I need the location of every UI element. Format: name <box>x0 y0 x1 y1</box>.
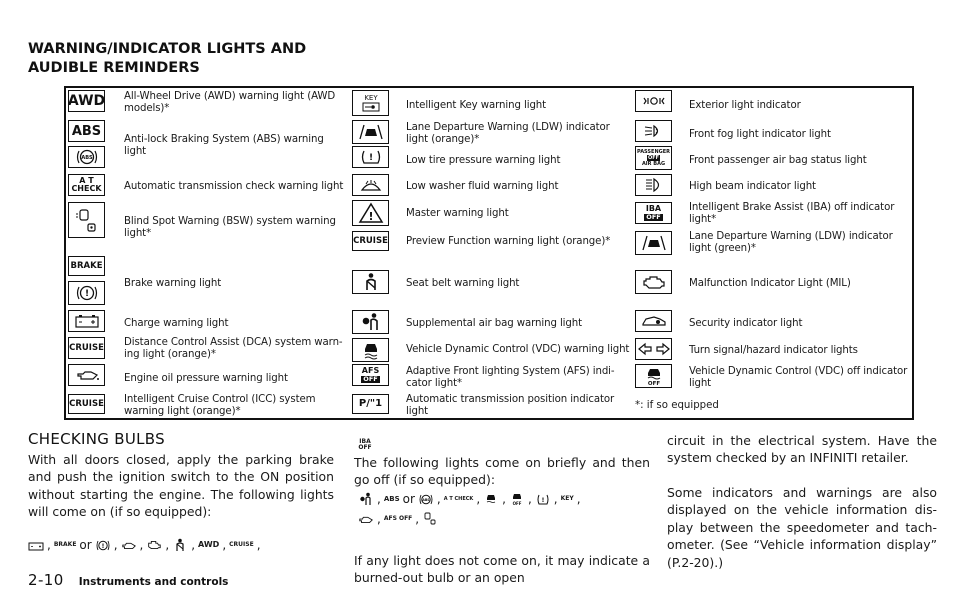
checking-bulbs-para-3: If any light does not come on, it may indicate a burned-out bulb or an open <box>354 553 650 586</box>
at-check-icon: A T CHECK <box>443 496 474 502</box>
checking-bulbs-para-1: With all doors closed, apply the parking brake and push the ignition switch to the ON position without starting the engine. The following lights will come on (if so equipped): <box>28 452 334 520</box>
at-check-icon: A T CHECK <box>68 174 105 196</box>
afs-off-icon: AFS OFF <box>352 364 389 386</box>
table-column-1 <box>66 88 350 418</box>
at-position-icon: P/"1 <box>352 394 389 414</box>
or-label: or <box>402 492 415 506</box>
abs-circle-icon <box>68 146 105 168</box>
front-fog-desc: Front fog light indicator light <box>689 129 831 140</box>
high-beam-desc: High beam indicator light <box>689 181 816 192</box>
svg-text:!: ! <box>541 496 545 504</box>
page-footer <box>28 570 228 589</box>
footnote: *: if so equipped <box>635 400 719 411</box>
seat-belt-icon <box>172 538 188 552</box>
exterior-light-icon <box>635 90 672 112</box>
tire-pressure-desc: Low tire pressure warning light <box>406 155 561 166</box>
table-column-2 <box>350 88 633 418</box>
vdc-off-icon <box>509 492 525 506</box>
bsw-icon <box>422 512 438 526</box>
dca-warning-desc: Distance Control Assist (DCA) system warn- ing light (orange)* <box>124 337 343 360</box>
security-icon <box>635 310 672 332</box>
ldw-orange-desc: Lane Departure Warning (LDW) indicator light (orange)* <box>406 122 610 145</box>
turn-signal-icon <box>635 338 672 360</box>
icon-row-2: , ABS or ABS , A T CHECK , , OFF , ! , KEY , <box>358 492 582 506</box>
cruise-icon: CRUISE <box>68 394 105 414</box>
checking-bulbs-title: CHECKING BULBS <box>28 430 165 448</box>
tire-pressure-icon <box>352 146 389 168</box>
battery-icon <box>68 310 105 332</box>
cruise-icon: CRUISE <box>68 337 105 359</box>
oil-can-icon <box>121 538 137 552</box>
awd-icon: AWD <box>198 540 220 549</box>
air-bag-icon <box>358 492 374 506</box>
afs-off-icon: AFS OFF <box>383 515 413 522</box>
lane-departure-icon <box>635 231 672 255</box>
mil-icon <box>635 270 672 294</box>
bsw-icon <box>68 202 105 238</box>
air-bag-icon <box>352 310 389 334</box>
cruise-icon: CRUISE <box>229 541 254 548</box>
passenger-airbag-icon: PASSENGER OFF AIR BAG <box>635 146 672 170</box>
washer-icon <box>352 174 389 196</box>
preview-function-desc: Preview Function warning light (orange)* <box>406 236 611 247</box>
bsw-desc: Blind Spot Warning (BSW) system warning light* <box>124 216 336 239</box>
exterior-light-desc: Exterior light indicator <box>689 100 801 111</box>
header-line-1: WARNING/INDICATOR LIGHTS AND <box>28 41 307 57</box>
brake-warning-desc: Brake warning light <box>124 278 222 289</box>
mil-desc: Malfunction Indicator Light (MIL) <box>689 278 851 289</box>
passenger-airbag-desc: Front passenger air bag status light <box>689 155 867 166</box>
at-check-desc: Automatic transmission check warning light <box>124 181 344 192</box>
svg-text:OFF: OFF <box>512 501 522 506</box>
or-label: or <box>79 538 92 552</box>
awd-icon: AWD <box>68 90 105 112</box>
air-bag-desc: Supplemental air bag warning light <box>406 318 583 329</box>
key-icon <box>352 90 389 116</box>
iba-off-icon: IBA OFF <box>635 202 672 224</box>
checking-bulbs-para-2: The following lights come on briefly and then go off (if so equipped): <box>354 455 650 488</box>
key-icon: KEY <box>560 495 574 502</box>
cruise-icon: CRUISE <box>352 231 389 251</box>
svg-text:!: ! <box>368 153 373 163</box>
turn-signal-desc: Turn signal/hazard indicator lights <box>689 345 858 356</box>
checking-bulbs-para-4: circuit in the electrical system. Have the system checked by an INFINITI retailer. <box>667 433 937 466</box>
afs-indicator-desc: Adaptive Front lighting System (AFS) indi- cator light* <box>406 366 615 389</box>
icon-row-1: , BRAKE or ! , , , , AWD , CRUISE , <box>28 538 262 552</box>
abs-icon: ABS <box>383 495 400 503</box>
ldw-green-desc: Lane Departure Warning (LDW) indicator light (green)* <box>689 231 893 254</box>
warning-lights-table <box>64 86 914 420</box>
checking-bulbs-para-5: Some indicators and warnings are also displayed on the vehicle information dis- play between the speedometer and tach- ometer. (See “Vehicle information display” (P.2-20).) <box>667 485 937 570</box>
abs-warning-desc: Anti-lock Braking System (ABS) warning light <box>124 134 324 157</box>
tire-pressure-icon <box>535 492 551 506</box>
page-number: 2-10 <box>28 571 64 589</box>
svg-text:!: ! <box>84 289 89 299</box>
abs-circle-icon <box>418 492 434 506</box>
svg-text:!: ! <box>367 210 374 223</box>
iba-off-icon: IBA OFF <box>358 438 372 451</box>
icon-row-3: , AFS OFF , <box>358 512 438 526</box>
charge-warning-desc: Charge warning light <box>124 318 229 329</box>
seat-belt-desc: Seat belt warning light <box>406 278 520 289</box>
brake-circle-icon <box>95 538 111 552</box>
svg-text:!: ! <box>101 542 105 550</box>
abs-icon: ABS <box>68 120 105 142</box>
vdc-warning-desc: Vehicle Dynamic Control (VDC) warning light <box>406 344 630 355</box>
page-header <box>28 40 428 78</box>
front-fog-icon <box>635 120 672 142</box>
vdc-off-desc: Vehicle Dynamic Control (VDC) off indicator light <box>689 366 908 389</box>
vdc-off-icon <box>635 364 672 388</box>
at-position-desc: Automatic transmission position indicator light <box>406 394 615 417</box>
brake-circle-icon <box>68 281 105 305</box>
svg-text:KEY: KEY <box>363 94 378 102</box>
brake-text-icon: BRAKE <box>68 256 105 276</box>
vdc-icon <box>483 492 499 506</box>
icc-warning-desc: Intelligent Cruise Control (ICC) system warning light (orange)* <box>124 394 316 417</box>
awd-warning-desc: All-Wheel Drive (AWD) warning light (AWD models)* <box>124 91 336 114</box>
oil-can-icon <box>68 364 105 386</box>
header-line-2: AUDIBLE REMINDERS <box>28 60 200 76</box>
security-desc: Security indicator light <box>689 318 803 329</box>
iba-off-desc: Intelligent Brake Assist (IBA) off indicator light* <box>689 202 895 225</box>
table-column-3 <box>633 88 912 418</box>
high-beam-icon <box>635 174 672 196</box>
svg-text:ABS: ABS <box>422 497 430 502</box>
section-title: Instruments and controls <box>78 576 229 588</box>
battery-icon <box>28 538 44 552</box>
key-warning-desc: Intelligent Key warning light <box>406 100 547 111</box>
seat-belt-icon <box>352 270 389 294</box>
oil-can-icon <box>358 512 374 526</box>
mil-icon <box>146 538 162 552</box>
brake-text-icon: BRAKE <box>53 541 77 548</box>
svg-text:OFF: OFF <box>647 381 660 386</box>
svg-text:ABS: ABS <box>80 155 93 161</box>
washer-fluid-desc: Low washer fluid warning light <box>406 181 559 192</box>
vdc-icon <box>352 338 389 362</box>
master-warning-desc: Master warning light <box>406 208 509 219</box>
lane-departure-icon <box>352 120 389 144</box>
oil-pressure-desc: Engine oil pressure warning light <box>124 373 288 384</box>
master-warning-icon <box>352 200 389 226</box>
